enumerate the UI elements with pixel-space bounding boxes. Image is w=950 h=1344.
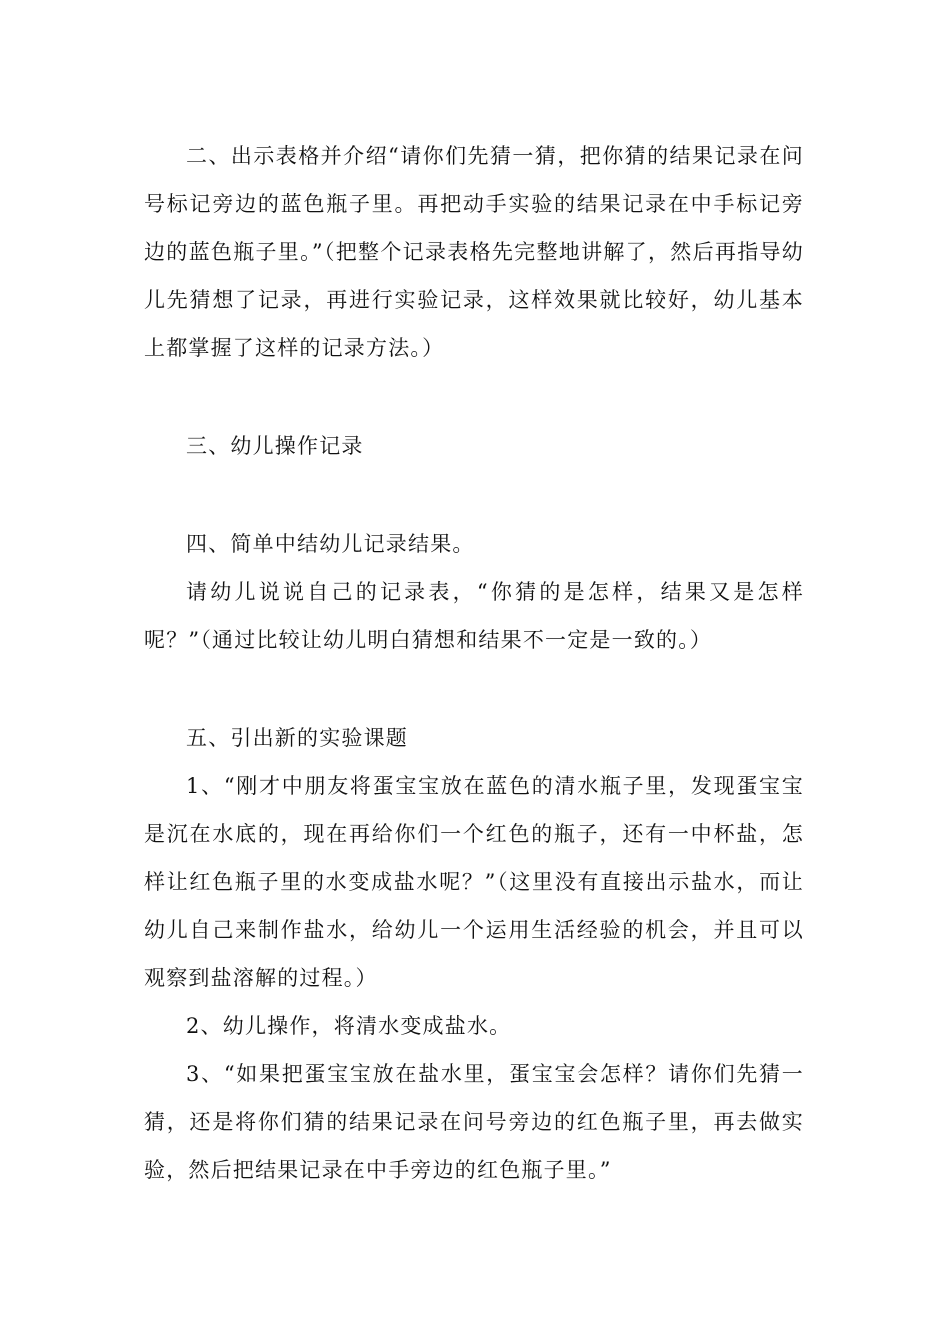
document-body <box>144 132 804 1194</box>
paragraph-item-2: 2、幼儿操作，将清水变成盐水。 <box>186 1014 512 1038</box>
paragraph-item-1: 1、“刚才中朋友将蛋宝宝放在蓝色的清水瓶子里，发现蛋宝宝是沉在水底的，现在再给你们一个红色的瓶子，还有一中杯盐，怎样让红色瓶子里的水变成盐水呢？”（这里没有直接出示盐水，而让幼儿自己来制作盐水，给幼儿一个运用生活经验的机会，并且可以观察到盐溶解的过程。） <box>144 774 804 990</box>
paragraph-section-4: 四、简单中结幼儿记录结果。 <box>186 532 475 556</box>
paragraph-section-4-detail: 请幼儿说说自己的记录表，“你猜的是怎样，结果又是怎样呢？”（通过比较让幼儿明白猜想和结果不一定是一致的。） <box>144 580 804 652</box>
paragraph-item-3: 3、“如果把蛋宝宝放在盐水里，蛋宝宝会怎样？请你们先猜一猜，还是将你们猜的结果记录在问号旁边的红色瓶子里，再去做实验，然后把结果记录在中手旁边的红色瓶子里。” <box>144 1062 804 1182</box>
paragraph-section-5: 五、引出新的实验课题 <box>186 726 408 750</box>
paragraph-section-3: 三、幼儿操作记录 <box>186 434 364 458</box>
paragraph-section-2: 二、出示表格并介绍“请你们先猜一猜，把你猜的结果记录在问号标记旁边的蓝色瓶子里。再把动手实验的结果记录在中手标记旁边的蓝色瓶子里。”（把整个记录表格先完整地讲解了，然后再指导幼儿先猜想了记录，再进行实验记录，这样效果就比较好，幼儿基本上都掌握了这样的记录方法。） <box>144 144 804 360</box>
